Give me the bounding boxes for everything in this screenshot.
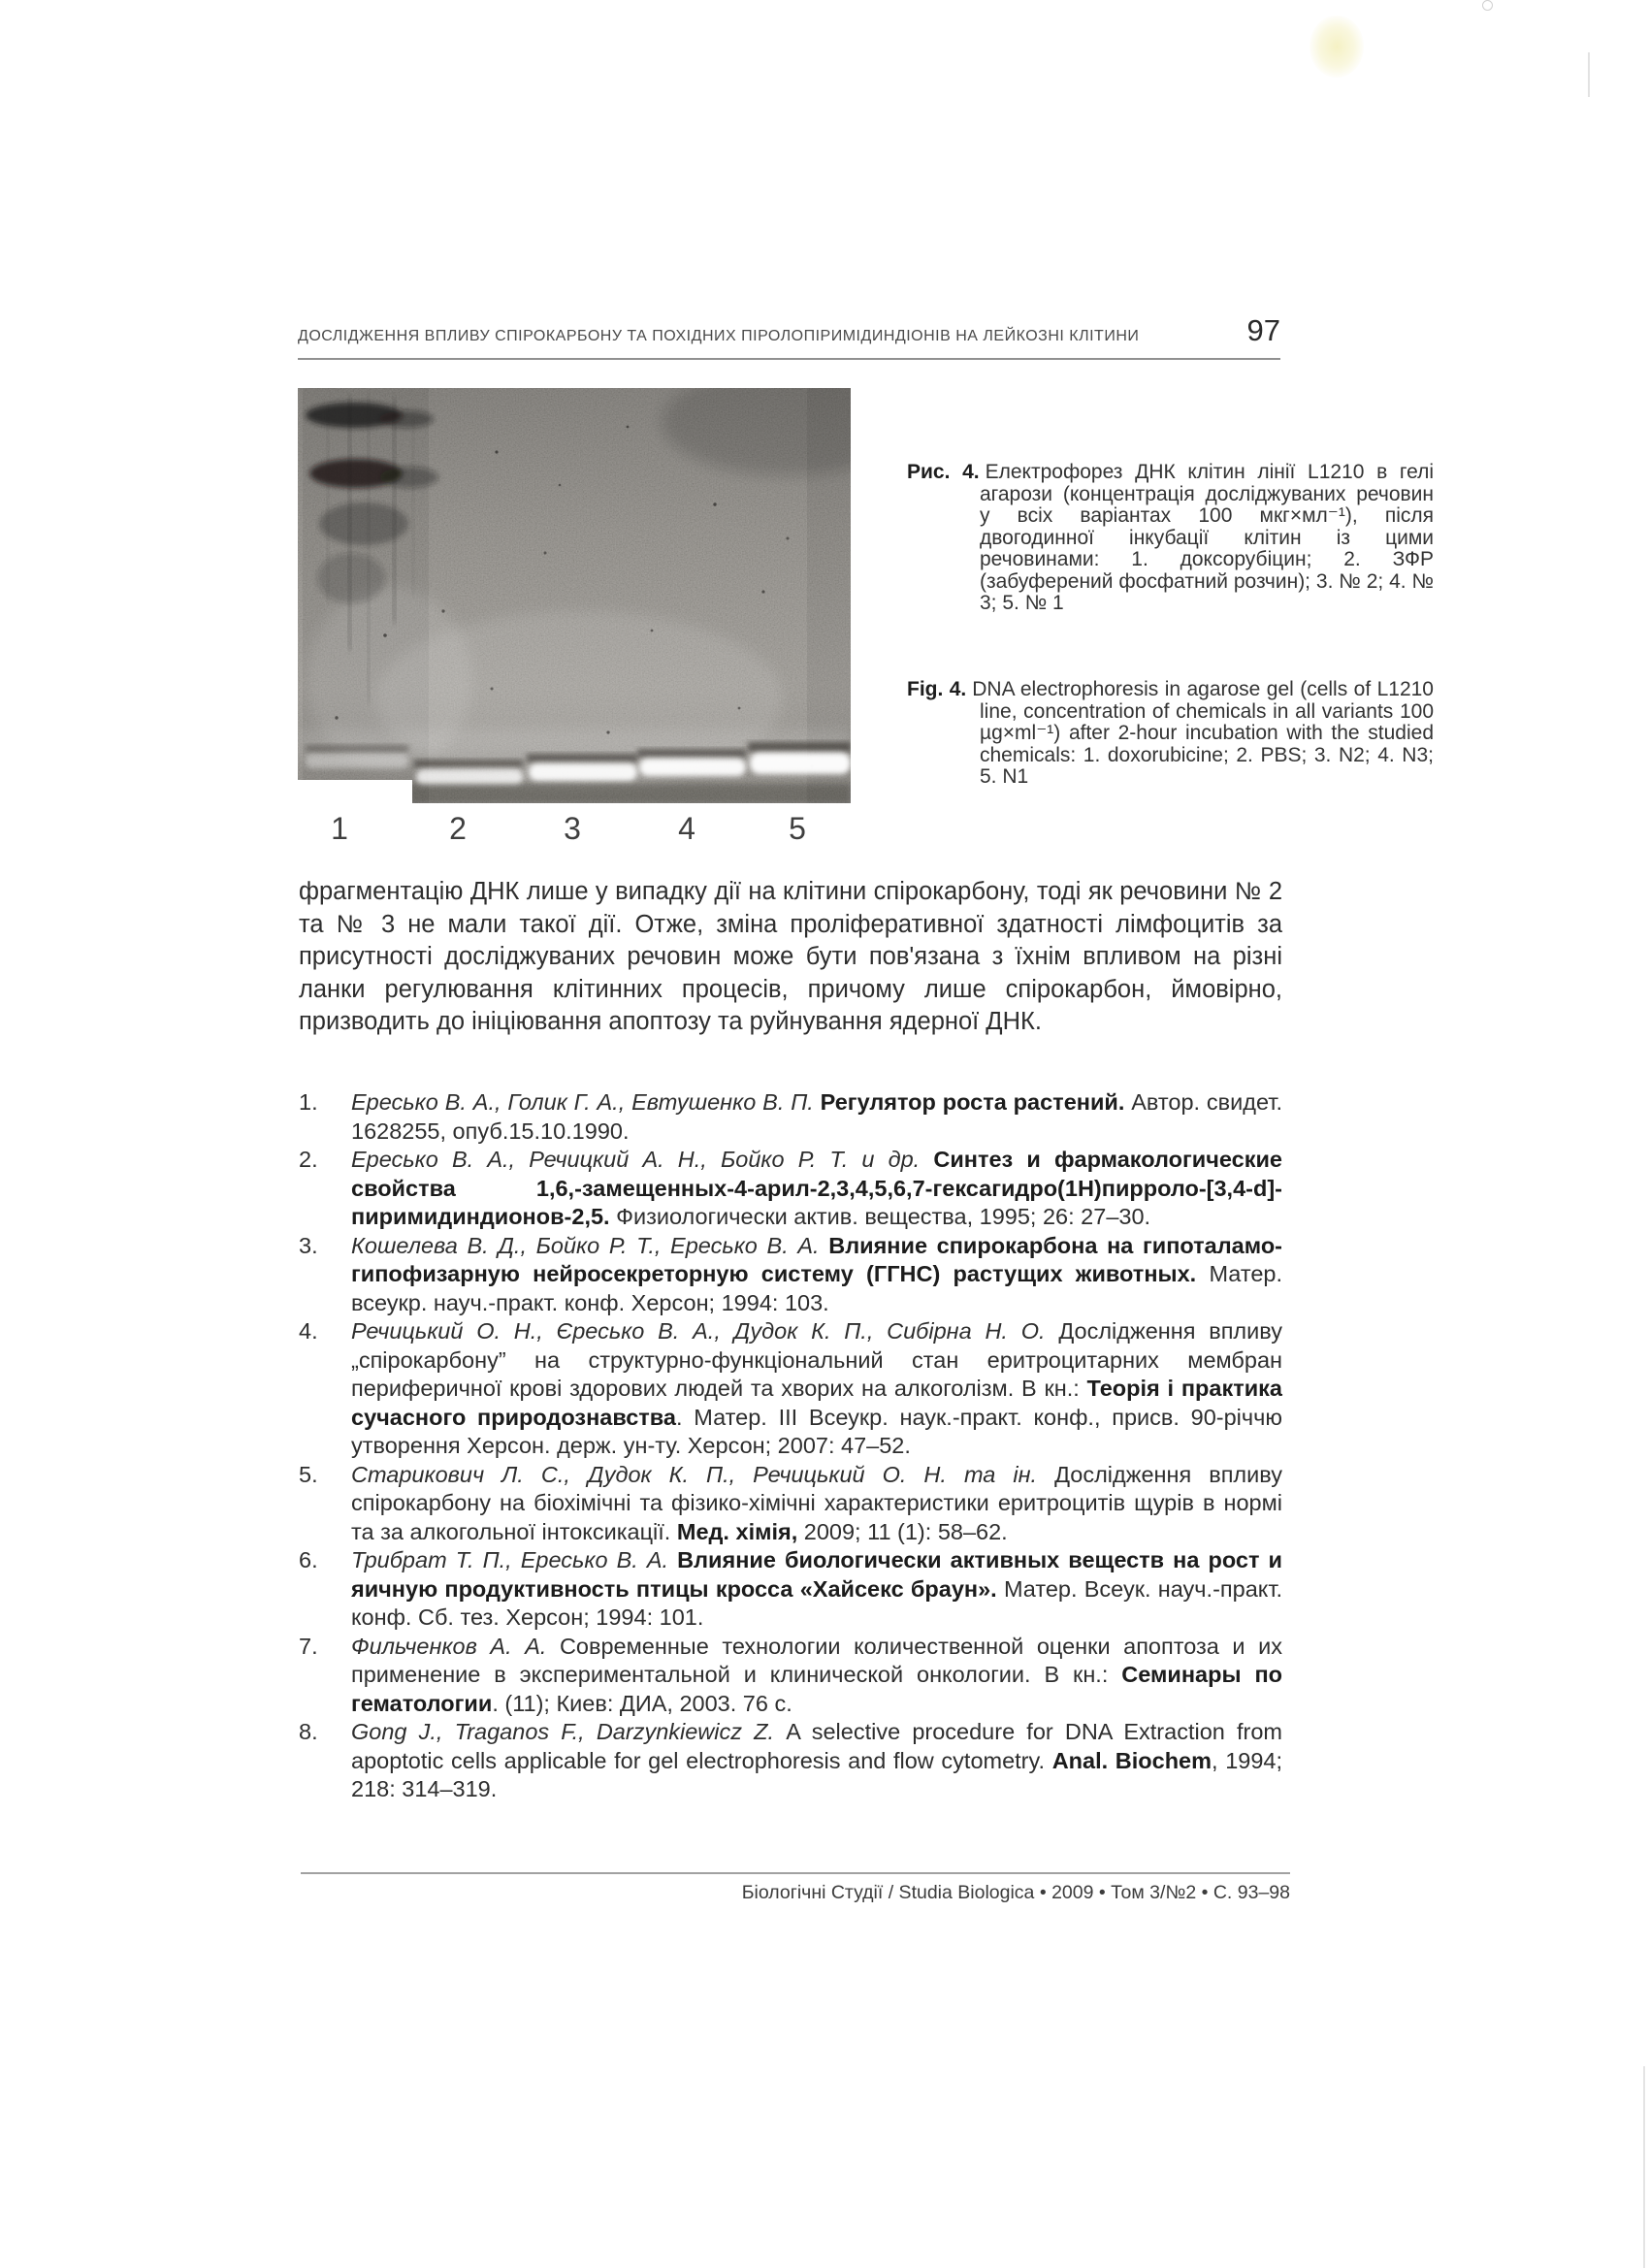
- figure-caption-en: [907, 679, 1434, 789]
- reference-item: [299, 1232, 1282, 1318]
- reference-item: [299, 1088, 1282, 1146]
- reference-number: 6.: [299, 1547, 318, 1572]
- reference-number: 7.: [299, 1633, 318, 1659]
- caption-label-uk: Рис. 4.: [907, 461, 980, 483]
- page-number: 97: [1246, 313, 1280, 347]
- reference-text: Кошелева В. Д., Бойко Р. Т., Ересько В. А. Влияние спирокарбона на гипоталамо-гипофизарную нейросекреторную систему (ГГНС) растущих животных. Матер. всеукр. науч.-практ. конф. Херсон; 1994: 103.: [351, 1232, 1283, 1315]
- reference-text: Речицький О. Н., Єресько В. А., Дудок К. П., Сибірна Н. О. Дослідження впливу „спірокарбону” на структурно-функціональний стан еритроцитарних мембран периферичної крові здорових людей та хворих на алкоголізм. В кн.: Теорія і практика сучасного природознавства. Матер. ІІІ Всеукр. наук.-практ. конф., присв. 90-річчю утворення Херсон. держ. ун-ту. Херсон; 2007: 47–52.: [351, 1318, 1283, 1458]
- lane-label-4: 4: [678, 811, 695, 846]
- reference-number: 4.: [299, 1318, 318, 1344]
- running-head: ДОСЛІДЖЕННЯ ВПЛИВУ СПІРОКАРБОНУ ТА ПОХІДНИХ ПІРОЛОПІРИМІДИНДІОНІВ НА ЛЕЙКОЗНІ КЛІТИНИ: [298, 328, 1140, 344]
- lane-label-3: 3: [564, 811, 581, 846]
- scan-artifact-yellow-blob: [1310, 16, 1364, 78]
- reference-item: [299, 1718, 1282, 1804]
- reference-text: Старикович Л. С., Дудок К. П., Речицький О. Н. та ін. Дослідження впливу спірокарбону на біохімічні та фізико-хімічні характеристики еритроцитів щурів в нормі та за алкогольної інтоксикації. Мед. хімія, 2009; 11 (1): 58–62.: [351, 1461, 1282, 1544]
- reference-number: 8.: [299, 1719, 318, 1744]
- scan-artifact-speck: [1482, 0, 1493, 11]
- reference-item: [299, 1146, 1282, 1232]
- gel-image: [298, 388, 851, 803]
- lane-label-5: 5: [789, 811, 806, 846]
- caption-label-en: Fig. 4.: [907, 678, 967, 700]
- reference-text: Фильченков А. А. Современные технологии количественной оценки апоптоза и их применение в экспериментальной и клинической онкологии. В кн.: Семинары по гематологии. (11); Киев: ДИА, 2003. 76 с.: [351, 1633, 1282, 1716]
- journal-footer: Біологічні Студії / Studia Biologica • 2009 • Том 3/№2 • С. 93–98: [741, 1882, 1290, 1903]
- caption-text-en: DNA electrophoresis in agarose gel (cells of L1210 line, concentration of chemicals in all variants 100 µg×ml⁻¹) after 2-hour incubation with the studied chemicals: 1. doxorubicine; 2. PBS; 3. N2; 4. N3; 5. N1: [972, 678, 1434, 788]
- reference-text: Ересько В. А., Голик Г. А., Евтушенко В. П. Регулятор роста растений. Автор. свидет. 1628255, опуб.15.10.1990.: [351, 1089, 1282, 1144]
- reference-item: [299, 1546, 1282, 1633]
- reference-number: 1.: [299, 1089, 318, 1115]
- reference-item: [299, 1633, 1282, 1719]
- scan-artifact-line-bottom: [1643, 2066, 1645, 2268]
- reference-number: 3.: [299, 1232, 318, 1258]
- lane-labels: [298, 811, 851, 856]
- lane-label-2: 2: [449, 811, 467, 846]
- reference-item: [299, 1317, 1282, 1461]
- scan-artifact-line-top: [1588, 52, 1590, 97]
- figure-caption-uk: [907, 462, 1434, 615]
- reference-number: 2.: [299, 1147, 318, 1172]
- reference-number: 5.: [299, 1461, 318, 1487]
- footer-rule: [301, 1872, 1290, 1874]
- gel-figure: [298, 388, 851, 856]
- reference-list: [299, 1088, 1282, 1804]
- body-paragraph: фрагментацію ДНК лише у випадку дії на клітини спірокарбону, тоді як речовини № 2 та № 3 не мали такої дії. Отже, зміна проліферативної здатності лімфоцитів за присутності досліджуваних речовин може бути пов'язана з їхнім впливом на різні ланки регулювання клітинних процесів, причому лише спірокарбон, ймовірно, призводить до ініціювання апоптозу та руйнування ядерної ДНК.: [299, 878, 1282, 1035]
- reference-item: [299, 1461, 1282, 1547]
- reference-text: Gong J., Traganos F., Darzynkiewicz Z. A selective procedure for DNA Extraction from apoptotic cells applicable for gel electrophoresis and flow cytometry. Anal. Biochem, 1994; 218: 314–319.: [351, 1719, 1282, 1801]
- caption-text-uk: Електрофорез ДНК клітин лінії L1210 в гелі агарози (концентрація досліджуваних речовин у всіх варіантах 100 мкг×мл⁻¹), після двогодинної інкубації клітин із цими речовинами: 1. доксорубіцин; 2. ЗФР (забуферений фосфатний розчин); 3. № 2; 4. № 3; 5. № 1: [980, 461, 1434, 614]
- reference-text: Трибрат Т. П., Ересько В. А. Влияние биологически активных веществ на рост и яичную продуктивность птицы кросса «Хайсекс браун». Матер. Всеук. науч.-практ. конф. Сб. тез. Херсон; 1994: 101.: [351, 1547, 1283, 1630]
- lane-label-1: 1: [331, 811, 348, 846]
- reference-text: Ересько В. А., Речицкий А. Н., Бойко Р. Т. и др. Синтез и фармакологические свойства 1,6,-замещенных-4-арил-2,3,4,5,6,7-гексагидро(1Н)пирроло-[3,4-d]-пиримидиндионов-2,5. Физиологически актив. вещества, 1995; 26: 27–30.: [351, 1147, 1282, 1229]
- header-rule: [298, 358, 1280, 360]
- gel-photo: [298, 388, 851, 803]
